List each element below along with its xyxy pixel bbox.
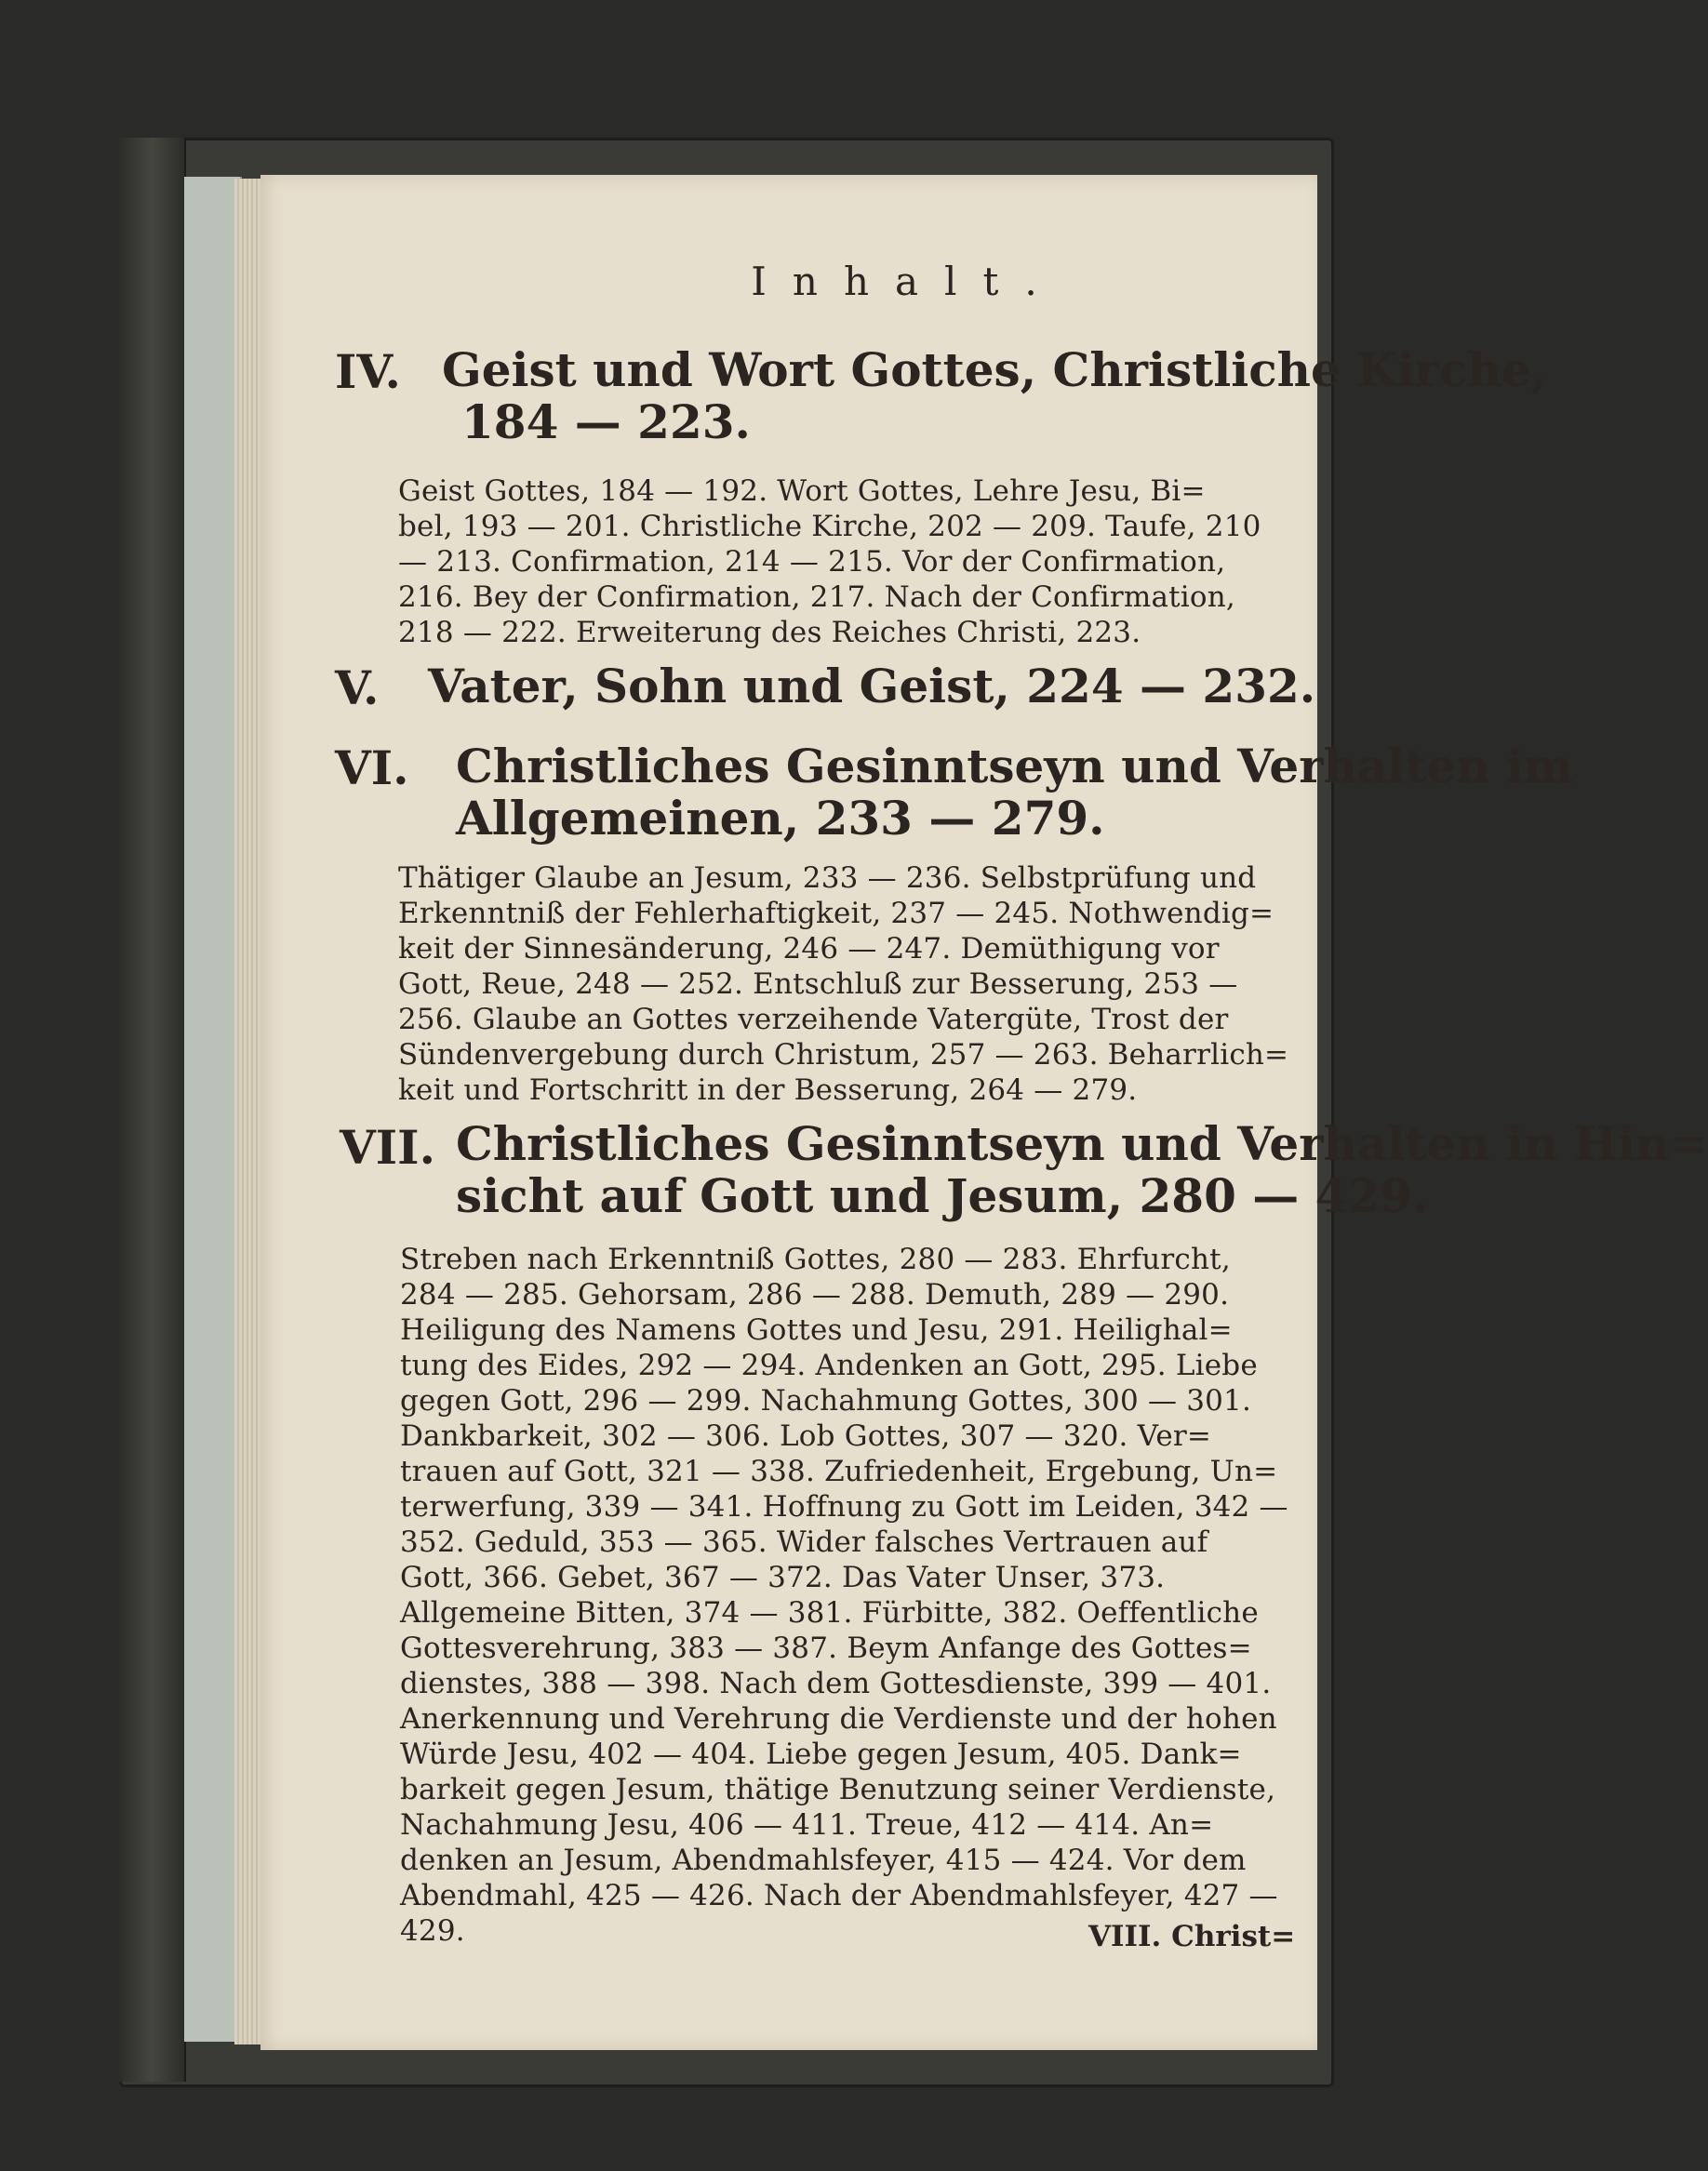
body-line: denken an Jesum, Abendmahlsfeyer, 415 — 424. Vor dem — [400, 1844, 1247, 1877]
body-line: Würde Jesu, 402 — 404. Liebe gegen Jesum, 405. Dank= — [400, 1738, 1242, 1771]
body-line: Gottesverehrung, 383 — 387. Beym Anfange des Gottes= — [400, 1632, 1252, 1665]
body-line: trauen auf Gott, 321 — 338. Zufriedenheit, Ergebung, Un= — [400, 1455, 1278, 1488]
body-line: barkeit gegen Jesum, thätige Benutzung seiner Verdienste, — [400, 1773, 1276, 1806]
section-numeral: VII. — [340, 1120, 435, 1175]
body-line: keit und Fortschritt in der Besserung, 264 — 279. — [398, 1073, 1138, 1107]
body-line: — 213. Confirmation, 214 — 215. Vor der Confirmation, — [398, 545, 1226, 579]
section-title-line: sicht auf Gott und Jesum, 280 — 429. — [456, 1168, 1429, 1223]
body-line: gegen Gott, 296 — 299. Nachahmung Gottes, 300 — 301. — [400, 1384, 1252, 1418]
book-spine — [119, 138, 186, 2082]
body-line: 284 — 285. Gehorsam, 286 — 288. Demuth, 289 — 290. — [400, 1278, 1230, 1312]
section-numeral: VI. — [335, 740, 409, 795]
section-numeral: IV. — [335, 344, 401, 399]
body-line: Erkenntniß der Fehlerhaftigkeit, 237 — 245. Nothwendig= — [398, 897, 1274, 930]
body-line: Nachahmung Jesu, 406 — 411. Treue, 412 — 414. An= — [400, 1808, 1214, 1842]
book-page — [260, 175, 1708, 2050]
body-line: Allgemeine Bitten, 374 — 381. Fürbitte, 382. Oeffentliche — [400, 1596, 1259, 1630]
body-line: Abendmahl, 425 — 426. Nach der Abendmahlsfeyer, 427 — — [400, 1879, 1278, 1912]
page-edges — [234, 179, 262, 2044]
body-line: 256. Glaube an Gottes verzeihende Vatergüte, Trost der — [398, 1003, 1229, 1036]
body-line: Gott, 366. Gebet, 367 — 372. Das Vater Unser, 373. — [400, 1561, 1166, 1594]
body-line: keit der Sinnesänderung, 246 — 247. Demüthigung vor — [398, 932, 1220, 966]
endpaper — [184, 177, 242, 2042]
section-numeral: V. — [335, 660, 380, 715]
body-line: Thätiger Glaube an Jesum, 233 — 236. Selbstprüfung und — [398, 861, 1257, 895]
body-line: Heiligung des Namens Gottes und Jesu, 291. Heilighal= — [400, 1313, 1233, 1347]
section-title-line: Christliches Gesinntseyn und Verhalten im — [456, 739, 1573, 793]
catchword: VIII. Christ= — [1088, 1920, 1296, 1953]
body-line: Sündenvergebung durch Christum, 257 — 263. Beharrlich= — [398, 1038, 1289, 1072]
section-title-line: Allgemeinen, 233 — 279. — [456, 791, 1105, 846]
body-line: 218 — 222. Erweiterung des Reiches Christi, 223. — [398, 616, 1141, 649]
body-line: dienstes, 388 — 398. Nach dem Gottesdienste, 399 — 401. — [400, 1667, 1272, 1700]
body-line: 216. Bey der Confirmation, 217. Nach der Confirmation, — [398, 580, 1235, 614]
section-title-line: Geist und Wort Gottes, Christliche Kirche, — [442, 342, 1548, 397]
running-head: Inhalt. — [751, 259, 1063, 304]
section-title-line: Vater, Sohn und Geist, 224 — 232. — [428, 659, 1316, 713]
body-line: Streben nach Erkenntniß Gottes, 280 — 283. Ehrfurcht, — [400, 1243, 1231, 1276]
body-line: Geist Gottes, 184 — 192. Wort Gottes, Lehre Jesu, Bi= — [398, 474, 1206, 508]
body-line: 429. — [400, 1914, 465, 1948]
body-line: Anerkennung und Verehrung die Verdienste und der hohen — [400, 1702, 1277, 1736]
body-line: tung des Eides, 292 — 294. Andenken an Gott, 295. Liebe — [400, 1349, 1258, 1382]
section-title-line: 184 — 223. — [461, 394, 751, 449]
body-line: Gott, Reue, 248 — 252. Entschluß zur Besserung, 253 — — [398, 967, 1238, 1001]
body-line: bel, 193 — 201. Christliche Kirche, 202 — 209. Taufe, 210 — [398, 510, 1261, 543]
body-line: terwerfung, 339 — 341. Hoffnung zu Gott im Leiden, 342 — — [400, 1490, 1288, 1524]
section-title-line: Christliches Gesinntseyn und Verhalten in Hin= — [456, 1116, 1708, 1171]
body-line: 352. Geduld, 353 — 365. Wider falsches Vertrauen auf — [400, 1525, 1208, 1559]
body-line: Dankbarkeit, 302 — 306. Lob Gottes, 307 — 320. Ver= — [400, 1419, 1212, 1453]
